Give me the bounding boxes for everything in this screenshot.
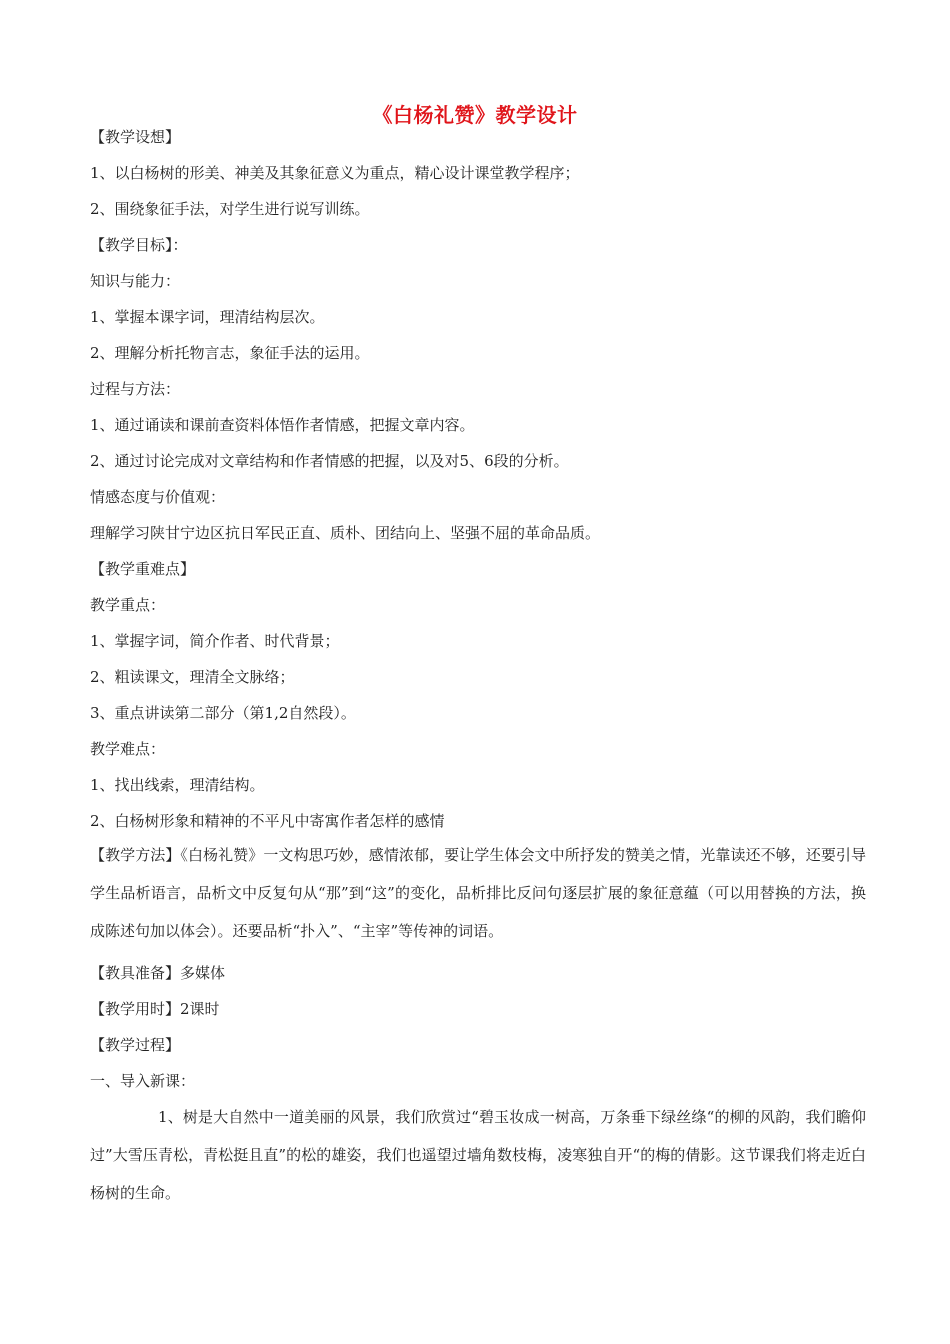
subheading-difficult: 教学难点： (90, 740, 166, 758)
intro-paragraph: 1、树是大自然中一道美丽的风景，我们欣赏过“碧玉妆成一树高，万条垂下绿丝绦“的柳的风韵，我们瞻仰过”大雪压青松，青松挺且直”的松的雄姿，我们也遥望过墙角数枝梅，凌寒独自开“的梅的倩影。这节课我们将走近白杨树的生命。 (90, 1108, 866, 1202)
subheading-process: 过程与方法： (90, 380, 181, 398)
section-heading-time: 【教学用时】2课时 (90, 1000, 220, 1018)
section-heading-tools: 【教具准备】多媒体 (90, 964, 226, 982)
text-line: 2、围绕象征手法，对学生进行说写训练。 (90, 200, 370, 218)
subheading-intro: 一、导入新课： (90, 1072, 196, 1090)
text-line: 2、粗读课文，理清全文脉络； (90, 668, 295, 686)
text-line: 1、通过诵读和课前查资料体悟作者情感，把握文章内容。 (90, 416, 475, 434)
text-line: 2、理解分析托物言志，象征手法的运用。 (90, 344, 370, 362)
section-heading-key-points: 【教学重难点】 (90, 560, 196, 578)
text-line: 1、找出线索，理清结构。 (90, 776, 265, 794)
section-heading-goals: 【教学目标】： (90, 236, 188, 254)
text-line: 1、掌握本课字词，理清结构层次。 (90, 308, 325, 326)
text-line: 2、白杨树形象和精神的不平凡中寄寓作者怎样的感情 (90, 812, 445, 830)
text-line: 3、重点讲读第二部分（第1,2自然段）。 (90, 704, 356, 722)
method-paragraph: 【教学方法】《白杨礼赞》一文构思巧妙，感情浓郁，要让学生体会文中所抒发的赞美之情，光靠读还不够，还要引导学生品析语言，品析文中反复句从“那”到“这”的变化，品析排比反问句逐层扩展的象征意蕴（可以用替换的方法，换成陈述句加以体会）。还要品析“扑入”、“主宰”等传神的词语。 (90, 846, 866, 940)
section-heading-process: 【教学过程】 (90, 1036, 181, 1054)
subheading-key: 教学重点： (90, 596, 166, 614)
text-line: 1、以白杨树的形美、神美及其象征意义为重点，精心设计课堂教学程序； (90, 164, 580, 182)
document-title: 《白杨礼赞》教学设计 (372, 103, 578, 127)
subheading-emotion: 情感态度与价值观： (90, 488, 226, 506)
text-line: 2、通过讨论完成对文章结构和作者情感的把握，以及对5、6段的分析。 (90, 452, 569, 470)
section-heading-design: 【教学设想】 (90, 128, 181, 146)
subheading-knowledge: 知识与能力： (90, 272, 181, 290)
text-line: 1、掌握字词，简介作者、时代背景； (90, 632, 340, 650)
text-line: 理解学习陕甘宁边区抗日军民正直、质朴、团结向上、坚强不屈的革命品质。 (90, 524, 601, 542)
